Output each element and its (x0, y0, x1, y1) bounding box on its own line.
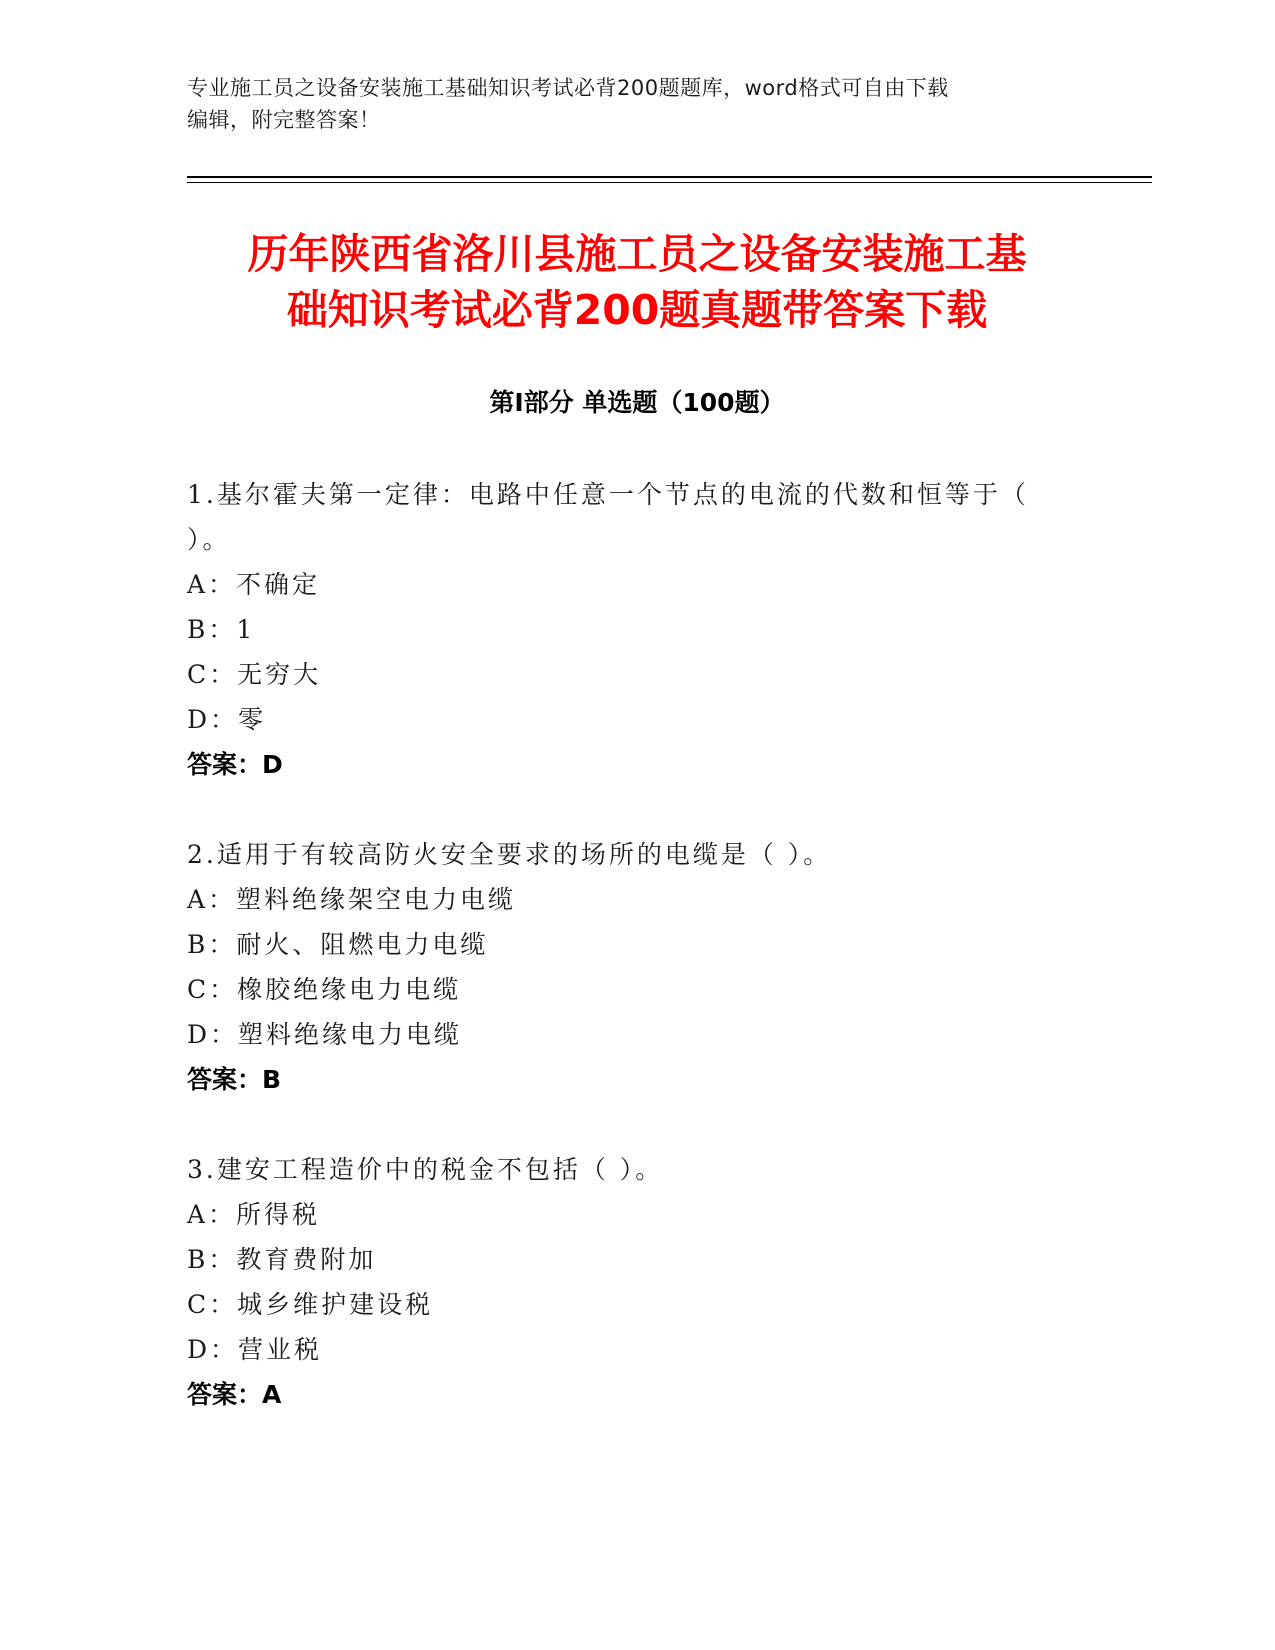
option-d: D：塑料绝缘电力电缆 (187, 1020, 463, 1049)
option-b: B：耐火、阻燃电力电缆 (187, 930, 489, 959)
question-item (187, 1147, 1067, 1417)
option-c: C：无穷大 (187, 660, 322, 689)
option-d: D：营业税 (187, 1335, 323, 1364)
question-list (187, 472, 1067, 1462)
answer-label: 答案：B (187, 1065, 282, 1094)
question-item (187, 832, 1067, 1102)
option-a: A：所得税 (187, 1200, 321, 1229)
document-title-line-2: 础知识考试必背200题真题带答案下载 (286, 286, 988, 334)
answer-label: 答案：A (187, 1380, 282, 1409)
option-d: D：零 (187, 705, 267, 734)
option-c: C：城乡维护建设税 (187, 1290, 434, 1319)
question-item (187, 472, 1067, 787)
option-c: C：橡胶绝缘电力电缆 (187, 975, 462, 1004)
question-stem-continued: ）。 (187, 525, 231, 554)
option-a: A：不确定 (187, 570, 321, 599)
header-note-line-1: 专业施工员之设备安装施工基础知识考试必背200题题库，word格式可自由下载 (187, 76, 949, 100)
header-divider-thick (187, 176, 1152, 178)
option-b: B：教育费附加 (187, 1245, 377, 1274)
question-stem: 3.建安工程造价中的税金不包括（ ）。 (187, 1155, 664, 1184)
option-a: A：塑料绝缘架空电力电缆 (187, 885, 517, 914)
option-b: B：1 (187, 615, 256, 644)
section-title: 第I部分 单选题（100题） (489, 388, 785, 417)
question-stem: 1.基尔霍夫第一定律：电路中任意一个节点的电流的代数和恒等于（ (187, 480, 1029, 509)
header-note-line-2: 编辑，附完整答案！ (187, 108, 381, 132)
header-note (187, 72, 1087, 136)
document-title-line-1: 历年陕西省洛川县施工员之设备安装施工基 (247, 230, 1027, 278)
answer-label: 答案：D (187, 750, 283, 779)
header-divider-thin (187, 182, 1152, 183)
question-stem: 2.适用于有较高防火安全要求的场所的电缆是（ ）。 (187, 840, 832, 869)
document-title (187, 226, 1087, 338)
